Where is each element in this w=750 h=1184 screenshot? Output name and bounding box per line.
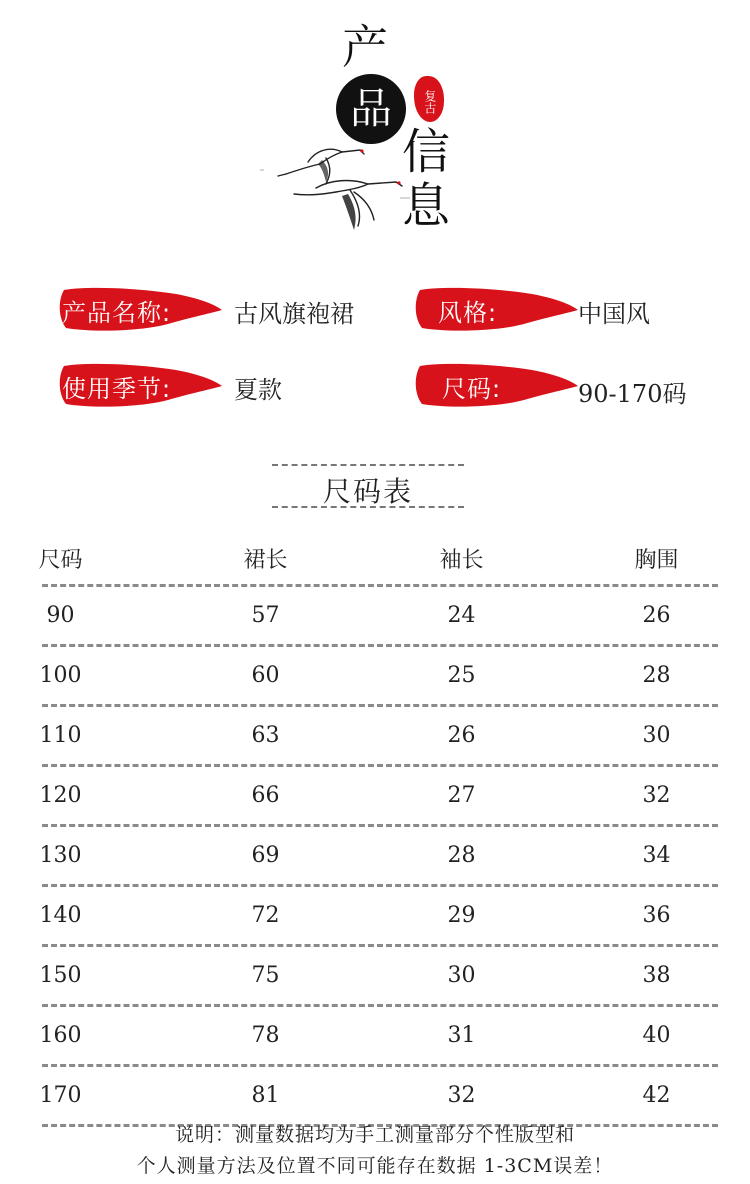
crane-illustration: [250, 140, 420, 236]
vintage-seal: 复古: [414, 76, 444, 122]
table-header-row: [38, 532, 718, 584]
size-table: [38, 532, 718, 1127]
table-row: [39, 1007, 718, 1064]
title-divider-top: [272, 464, 464, 466]
label-size-text: 尺码:: [442, 375, 502, 403]
value-size: 90-170码: [578, 380, 687, 408]
label-product-name-text: 产品名称:: [62, 299, 172, 327]
label-size: [414, 360, 579, 410]
note-line-2: 个人测量方法及位置不同可能存在数据 1-3CM误差！: [136, 1155, 614, 1177]
table-row: [39, 647, 718, 704]
cell-sleeve-length: 25: [447, 663, 476, 688]
cell-size: 150: [39, 963, 82, 988]
title-char-2: 品: [349, 84, 392, 133]
table-row: [39, 947, 718, 1004]
cell-skirt-length: 69: [251, 843, 280, 868]
cell-skirt-length: 66: [251, 783, 280, 808]
cell-skirt-length: 57: [251, 603, 280, 628]
cell-skirt-length: 75: [251, 963, 280, 988]
note-line-1: 说明：测量数据均为手工测量部分个性版型和: [174, 1124, 575, 1146]
size-chart-title-text: 尺码表: [322, 475, 413, 508]
cell-skirt-length: 63: [251, 723, 280, 748]
cell-sleeve-length: 31: [447, 1023, 476, 1048]
value-product-name: 古风旗袍裙: [234, 300, 354, 328]
label-style: [414, 284, 579, 334]
cell-size: 140: [39, 903, 82, 928]
label-season: [58, 360, 223, 410]
cell-skirt-length: 78: [251, 1023, 280, 1048]
table-row: [39, 827, 718, 884]
cell-sleeve-length: 28: [447, 843, 476, 868]
header-sleeve-length: 袖长: [439, 547, 484, 573]
label-season-text: 使用季节:: [62, 375, 172, 403]
cell-size: 110: [39, 723, 82, 748]
title-char-3: 信: [402, 124, 451, 180]
cell-size: 100: [39, 663, 82, 688]
table-row: [39, 767, 718, 824]
cell-size: 160: [39, 1023, 82, 1048]
cell-bust: 40: [642, 1023, 671, 1048]
table-row: [42, 587, 718, 644]
label-style-text: 风格:: [438, 299, 498, 327]
cell-sleeve-length: 32: [447, 1083, 476, 1108]
cell-bust: 26: [642, 603, 671, 628]
header-section: [0, 0, 750, 260]
cell-size: 130: [39, 843, 82, 868]
title-char-4: 息: [402, 178, 451, 234]
cell-sleeve-length: 30: [447, 963, 476, 988]
cell-size: 170: [39, 1083, 82, 1108]
table-row: [39, 1067, 718, 1124]
cell-sleeve-length: 26: [447, 723, 476, 748]
cell-bust: 42: [642, 1083, 671, 1108]
table-row: [39, 887, 718, 944]
cell-bust: 28: [642, 663, 671, 688]
cell-bust: 38: [642, 963, 671, 988]
size-chart-title: [272, 462, 464, 510]
cell-sleeve-length: 27: [447, 783, 476, 808]
cell-bust: 32: [642, 783, 671, 808]
label-product-name: [58, 284, 223, 334]
cell-bust: 34: [642, 843, 671, 868]
header-bust: 胸围: [634, 547, 679, 573]
value-season: 夏款: [234, 376, 282, 404]
cell-skirt-length: 60: [251, 663, 280, 688]
cell-size: 120: [39, 783, 82, 808]
cell-bust: 30: [642, 723, 671, 748]
cell-skirt-length: 81: [251, 1083, 280, 1108]
cell-skirt-length: 72: [251, 903, 280, 928]
value-style: 中国风: [578, 300, 650, 328]
cell-size: 90: [46, 603, 75, 628]
table-row: [39, 707, 718, 764]
header-skirt-length: 裙长: [243, 547, 288, 573]
title-circle: [336, 74, 406, 144]
cell-sleeve-length: 24: [447, 603, 476, 628]
measurement-note: [0, 1120, 750, 1182]
header-size: 尺码: [38, 547, 83, 573]
cell-sleeve-length: 29: [447, 903, 476, 928]
cell-bust: 36: [642, 903, 671, 928]
title-divider-bottom: [272, 506, 464, 508]
title-char-1: 产: [342, 20, 388, 74]
